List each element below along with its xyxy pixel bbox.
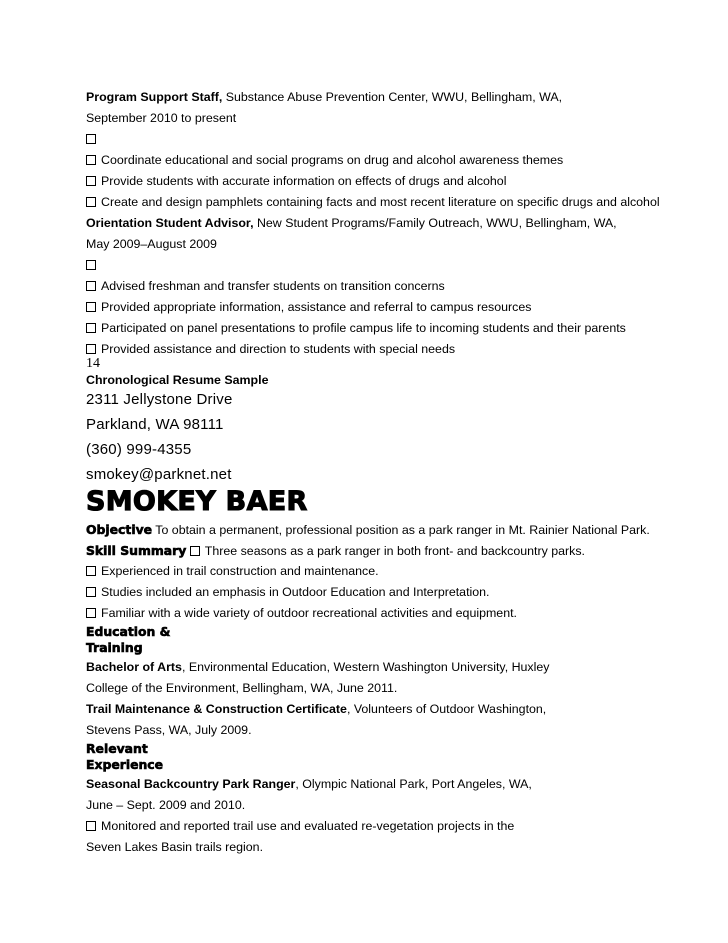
checkbox-icon [86, 197, 96, 207]
checkbox-icon [86, 260, 96, 270]
experience-heading-2: Experience [86, 757, 164, 772]
checkbox-icon [86, 176, 96, 186]
objective-text: To obtain a permanent, professional position as a park ranger in Mt. Rainier National Park. [155, 523, 650, 537]
job1-heading [86, 90, 562, 105]
cert-title: Trail Maintenance & Construction Certificate [86, 702, 347, 716]
contact-email: smokey@parknet.net [86, 466, 232, 483]
empty-bullet [86, 132, 101, 147]
bullet-continuation: Seven Lakes Basin trails region. [86, 840, 264, 854]
ranger-job-title: Seasonal Backcountry Park Ranger [86, 777, 296, 791]
skills-heading: Skill Summary [86, 543, 187, 558]
contact-street: 2311 Jellystone Drive [86, 391, 233, 408]
checkbox-icon [86, 821, 96, 831]
contact-city: Parkland, WA 98111 [86, 416, 224, 433]
page-number: 14 [86, 356, 100, 371]
education-heading-1: Education & [86, 624, 171, 639]
job2-title: Orientation Student Advisor, [86, 216, 254, 230]
contact-phone: (360) 999-4355 [86, 441, 192, 458]
bullet-item: Studies included an emphasis in Outdoor Education and Interpretation. [86, 585, 490, 600]
checkbox-icon [86, 155, 96, 165]
bullet-item: Create and design pamphlets containing facts and most recent literature on specific drugs and alcohol [86, 195, 660, 210]
skills-line: Skill Summary Three seasons as a park ranger in both front- and backcountry parks. [86, 543, 585, 558]
cert-line-2: Stevens Pass, WA, July 2009. [86, 723, 252, 737]
cert-line: Trail Maintenance & Construction Certificate, Volunteers of Outdoor Washington, [86, 702, 547, 716]
job2-org: New Student Programs/Family Outreach, WWU, Bellingham, WA, [256, 216, 617, 230]
job1-dates: September 2010 to present [86, 111, 237, 125]
bullet-item: Provide students with accurate information on effects of drugs and alcohol [86, 174, 506, 189]
job1-title: Program Support Staff, [86, 90, 223, 104]
experience-heading-1: Relevant [86, 741, 148, 756]
objective-line [86, 522, 650, 538]
ranger-job-line: Seasonal Backcountry Park Ranger, Olympic National Park, Port Angeles, WA, [86, 777, 532, 791]
degree-line: Bachelor of Arts, Environmental Education, Western Washington University, Huxley [86, 660, 550, 674]
bullet-item: Coordinate educational and social programs on drug and alcohol awareness themes [86, 153, 563, 168]
checkbox-icon [86, 134, 96, 144]
checkbox-icon [86, 587, 96, 597]
job2-heading [86, 216, 617, 231]
checkbox-icon [86, 566, 96, 576]
bullet-item: Monitored and reported trail use and evaluated re-vegetation projects in the [86, 819, 514, 834]
checkbox-icon [86, 344, 96, 354]
resume-name: SMOKEY BAER [86, 486, 308, 517]
bullet-item: Familiar with a wide variety of outdoor recreational activities and equipment. [86, 606, 517, 621]
objective-heading: Objective [86, 522, 153, 537]
checkbox-icon [86, 281, 96, 291]
checkbox-icon [86, 608, 96, 618]
bullet-item: Experienced in trail construction and maintenance. [86, 564, 379, 579]
checkbox-icon [86, 323, 96, 333]
sample-title: Chronological Resume Sample [86, 373, 269, 387]
checkbox-icon [190, 546, 200, 556]
bullet-item: Participated on panel presentations to profile campus life to incoming students and their parents [86, 321, 626, 336]
bullet-item: Provided appropriate information, assistance and referral to campus resources [86, 300, 531, 315]
education-heading-2: Training [86, 640, 143, 655]
ranger-job-dates: June – Sept. 2009 and 2010. [86, 798, 246, 812]
degree-title: Bachelor of Arts [86, 660, 182, 674]
bullet-item: Provided assistance and direction to students with special needs [86, 342, 455, 357]
bullet-item: Advised freshman and transfer students on transition concerns [86, 279, 445, 294]
degree-line-2: College of the Environment, Bellingham, WA, June 2011. [86, 681, 398, 695]
job1-org: Substance Abuse Prevention Center, WWU, Bellingham, WA, [225, 90, 563, 104]
empty-bullet [86, 258, 101, 273]
job2-dates: May 2009–August 2009 [86, 237, 217, 251]
checkbox-icon [86, 302, 96, 312]
